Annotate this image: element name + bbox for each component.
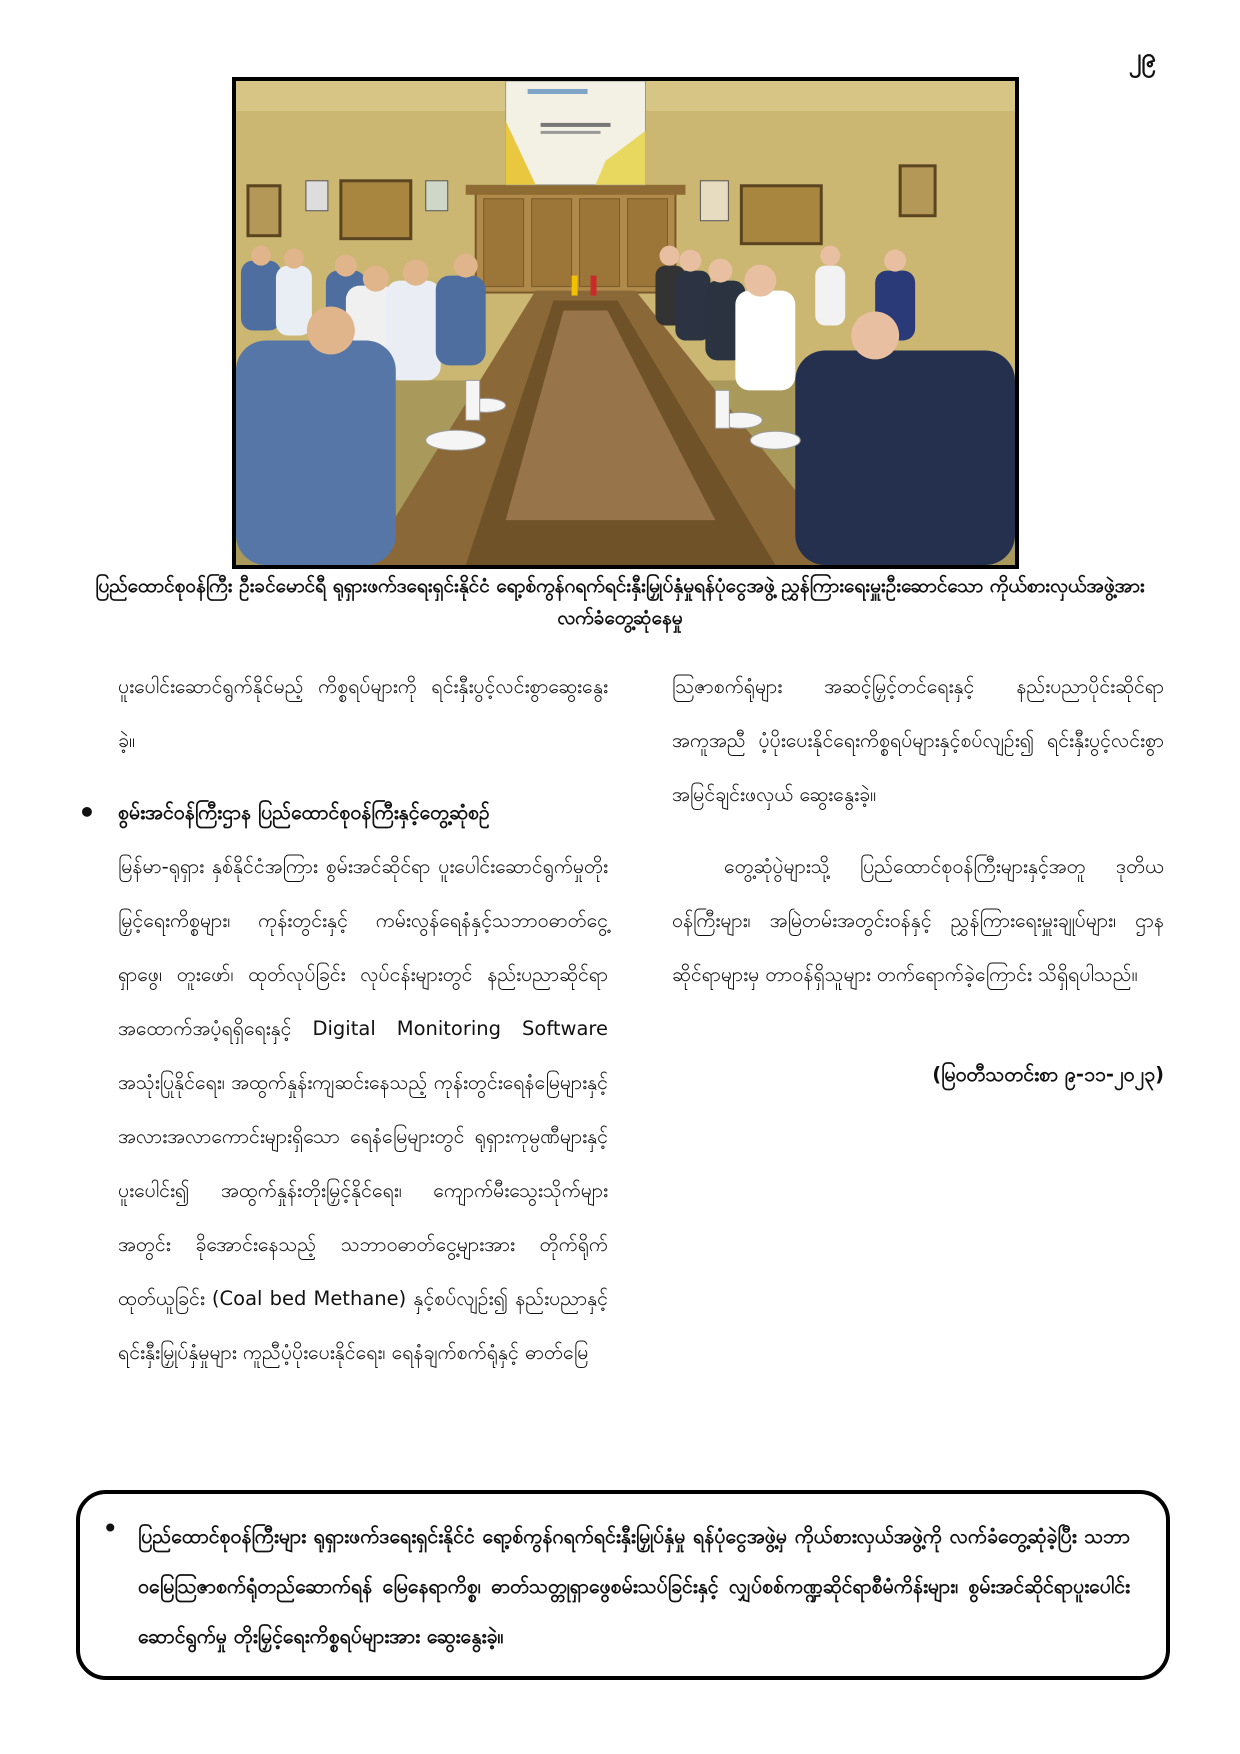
left-paragraph-2: မြန်မာ-ရုရှား နှစ်နိုင်ငံအကြား စွမ်းအင်ဆိုင်ရာ ပူးပေါင်းဆောင်ရွက်မှုတိုးမြှင့်ရေးကိစ္စများ၊ ကုန်းတွင်းနှင့် ကမ်းလွန်ရေနံနှင့်သဘာဝဓာတ်ငွေ့ ရှာဖွေ၊ တူးဖော်၊ ထုတ်လုပ်ခြင်း လုပ်ငန်းများတွင် နည်းပညာဆိုင်ရာအထောက်အပံ့ရရှိရေးနှင့် Digital Monitoring Software အသုံးပြုနိုင်ရေး၊ အထွက်နှုန်းကျဆင်းနေသည့် ကုန်းတွင်းရေနံမြေများနှင့် အလားအလာကောင်းများရှိသော ရေနံမြေများတွင် ရုရှားကုမ္ပဏီများနှင့်ပူးပေါင်း၍ အထွက်နှုန်းတိုးမြှင့်နိုင်ရေး၊ ကျောက်မီးသွေးသိုက်များအတွင်း ခိုအောင်းနေသည့် သဘာဝဓာတ်ငွေ့များအား တိုက်ရိုက်ထုတ်ယူခြင်း (Coal bed Methane) နှင့်စပ်လျဉ်း၍ နည်းပညာနှင့် ရင်းနှီးမြှုပ်နှံမှုများ ကူညီပံ့ပိုးပေးနိုင်ရေး၊ ရေနံချက်စက်ရုံနှင့် ဓာတ်မြေ: [118, 855, 608, 1364]
meeting-photo: [232, 77, 1019, 569]
right-column: [672, 660, 1164, 1102]
summary-bullet-icon: •: [102, 1512, 119, 1545]
section-heading-text: စွမ်းအင်ဝန်ကြီးဌာန ပြည်ထောင်စုဝန်ကြီးနှင့်တွေ့ဆုံစဉ်: [118, 801, 490, 824]
summary-box: [76, 1490, 1170, 1680]
right-paragraph-1: သြဇာစက်ရုံများ အဆင့်မြှင့်တင်ရေးနှင့် နည်းပညာပိုင်းဆိုင်ရာအကူအညီ ပံ့ပိုးပေးနိုင်ရေးကိစ္စရပ်များနှင့်စပ်လျဉ်း၍ ရင်းနှီးပွင့်လင်းစွာ အမြင်ချင်းဖလှယ် ဆွေးနွေးခဲ့။: [672, 675, 1164, 806]
left-column: [78, 660, 608, 1380]
photo-caption: ပြည်ထောင်စုဝန်ကြီး ဦးခင်မောင်ရီ ရုရှားဖက်ဒရေးရှင်းနိုင်ငံ ရော့စ်ကွန်ဂရက်ရင်းနှီးမြှုပ်နှံမှုရန်ပုံငွေအဖွဲ့ ညွှန်ကြားရေးမှူးဦးဆောင်သော ကိုယ်စားလှယ်အဖွဲ့အား လက်ခံတွေ့ဆုံနေမှု: [95, 575, 1145, 629]
meeting-illustration: [236, 81, 1015, 565]
left-paragraph-1: ပူးပေါင်းဆောင်ရွက်နိုင်မည့် ကိစ္စရပ်များကို ရင်းနှီးပွင့်လင်းစွာဆွေးနွေးခဲ့။: [118, 675, 608, 752]
section-heading: [78, 786, 608, 840]
projection-screen: [506, 81, 646, 185]
page-number: ၂၉: [1128, 43, 1156, 73]
right-paragraph-2: တွေ့ဆုံပွဲများသို့ ပြည်ထောင်စုဝန်ကြီးများနှင့်အတူ ဒုတိယဝန်ကြီးများ၊ အမြဲတမ်းအတွင်းဝန်နှင့် ညွှန်ကြားရေးမှူးချုပ်များ၊ ဌာနဆိုင်ရာများမှ တာဝန်ရှိသူများ တက်ရောက်ခဲ့ကြောင်း သိရှိရပါသည်။: [672, 855, 1164, 986]
source-citation: (မြဝတီသတင်းစာ ၉-၁၁-၂၀၂၃): [932, 1063, 1164, 1086]
summary-text: ပြည်ထောင်စုဝန်ကြီးများ ရုရှားဖက်ဒရေးရှင်းနိုင်ငံ ရော့စ်ကွန်ဂရက်ရင်းနှီးမြှုပ်နှံမှု ရန်ပုံငွေအဖွဲ့မှ ကိုယ်စားလှယ်အဖွဲ့ကို လက်ခံတွေ့ဆုံခဲ့ပြီး သဘာဝမြေသြဇာစက်ရုံတည်ဆောက်ရန် မြေနေရာကိစ္စ၊ ဓာတ်သတ္တုရှာဖွေစမ်းသပ်ခြင်းနှင့် လျှပ်စစ်ကဏ္ဍဆိုင်ရာစီမံကိန်းများ၊ စွမ်းအင်ဆိုင်ရာပူးပေါင်းဆောင်ရွက်မှု တိုးမြှင့်ရေးကိစ္စရပ်များအား ဆွေးနွေးခဲ့။: [138, 1525, 1130, 1648]
bullet-icon: •: [78, 796, 96, 829]
